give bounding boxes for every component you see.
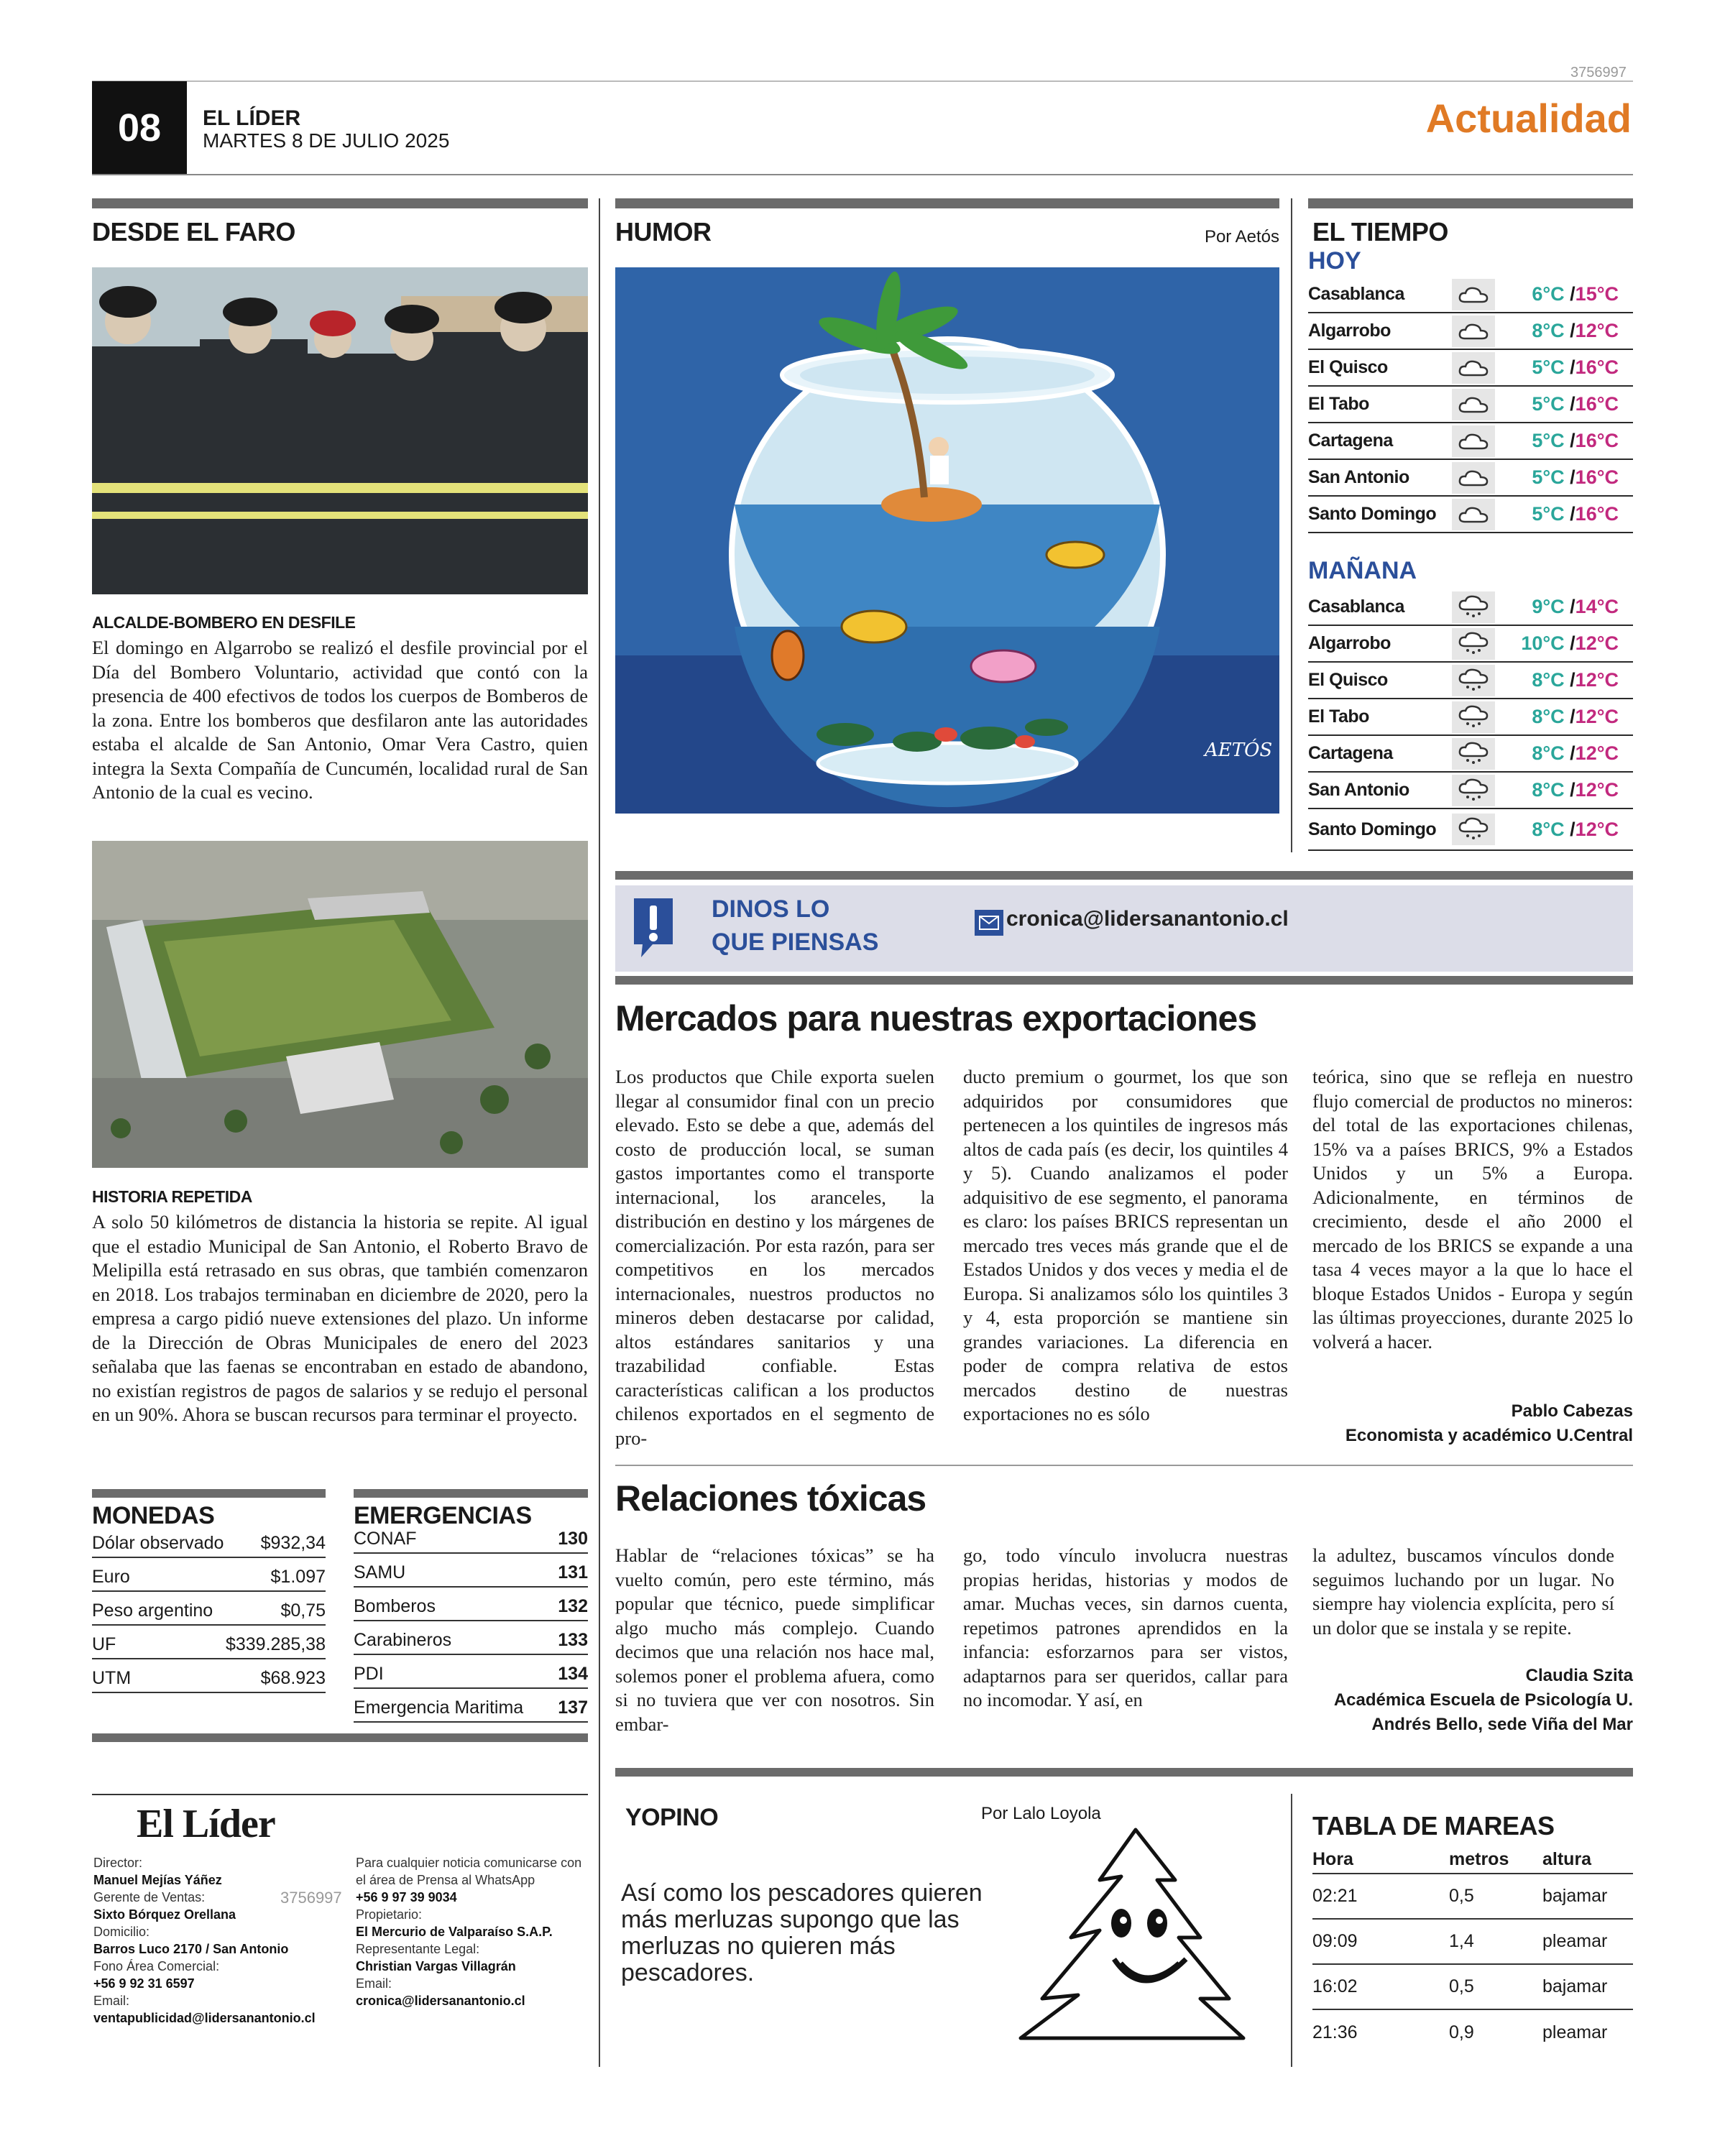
emergency-row <box>354 1554 588 1588</box>
temp-max: 16°C <box>1575 430 1619 451</box>
emergency-number: 137 <box>558 1697 588 1718</box>
weather-temp: 5°C /16°C <box>1532 393 1619 415</box>
yopino-text: Así como los pescadores quieren más merluzas supongo que las merluzas no quieren más pescadores. <box>621 1879 983 1986</box>
legal-name: Christian Vargas Villagrán <box>356 1959 516 1973</box>
emergency-number: 130 <box>558 1529 588 1549</box>
tide-row <box>1312 1874 1633 1920</box>
email-label: Email: <box>93 1994 130 2008</box>
currency-value: $339.285,38 <box>225 1634 326 1654</box>
temp-max: 16°C <box>1575 393 1619 415</box>
temp-min: 5°C <box>1532 466 1565 488</box>
weather-city: Algarrobo <box>1308 633 1391 653</box>
masthead-right <box>356 1854 586 2009</box>
temp-max: 12°C <box>1575 779 1619 801</box>
temp-min: 5°C <box>1532 430 1565 451</box>
weather-city: Santo Domingo <box>1308 819 1437 839</box>
tide-row <box>1312 1920 1633 1965</box>
emergencias-box <box>354 1502 588 1723</box>
monedas-box <box>92 1502 326 1693</box>
email2-label: Email: <box>356 1976 392 1991</box>
emergency-label: PDI <box>354 1664 384 1684</box>
emergency-row <box>354 1655 588 1689</box>
weather-temp: 6°C /15°C <box>1532 283 1619 305</box>
tide-time: 21:36 <box>1312 2022 1358 2042</box>
weather-city: El Quisco <box>1308 670 1388 690</box>
weather-temp: 8°C /12°C <box>1532 779 1619 801</box>
tide-height: pleamar <box>1542 1931 1608 1951</box>
weather-tomorrow-list <box>1308 589 1633 851</box>
article1-col2: ducto premium o gourmet, los que son adquiridos por consumidores que pertenecen a los quintiles de ingresos más altos de cada país (es decir, los quintiles 4 y 5). Cuando analizamos el poder adquisitivo de ese segmento, el panorama es claro: los países BRICS representan un mercado tres veces más grande que el de Estados Unidos y dos veces y media el de Europa. Si analizamos sólo los quintiles 3 y 4, esta proporción se mantiene sin grandes variaciones. La diferencia en poder de compra relativa de estos mercados destino de nuestras exportaciones no es sólo <box>963 1066 1288 1424</box>
weather-title: EL TIEMPO <box>1312 217 1448 247</box>
weather-city: Algarrobo <box>1308 321 1391 341</box>
emergency-row <box>354 1689 588 1723</box>
temp-max: 12°C <box>1575 818 1619 840</box>
weather-city: Casablanca <box>1308 284 1404 304</box>
pine-tree-drawing <box>1013 1823 1251 2056</box>
weather-row <box>1308 809 1633 851</box>
tide-meters: 0,5 <box>1449 1886 1474 1906</box>
currency-value: $0,75 <box>280 1600 326 1621</box>
story2-headline: HISTORIA REPETIDA <box>92 1187 252 1206</box>
emergency-number: 131 <box>558 1562 588 1583</box>
column-divider-left <box>599 198 600 2067</box>
director-name: Manuel Mejías Yáñez <box>93 1873 222 1887</box>
cloud-icon <box>1452 499 1495 530</box>
firefighters-photo <box>92 267 588 594</box>
currency-label: UTM <box>92 1668 132 1688</box>
issue-date: MARTES 8 DE JULIO 2025 <box>203 129 450 152</box>
tide-time: 16:02 <box>1312 1976 1358 1996</box>
temp-min: 8°C <box>1532 818 1565 840</box>
rain-cloud-icon <box>1452 775 1495 806</box>
header-bottom-rule <box>92 174 1633 175</box>
weather-row <box>1308 626 1633 663</box>
weather-city: San Antonio <box>1308 780 1409 800</box>
weather-today-label: HOY <box>1308 247 1361 275</box>
tide-time: 02:21 <box>1312 1886 1358 1906</box>
emergency-label: CONAF <box>354 1529 417 1549</box>
article2-author: Claudia Szita <box>1525 1666 1633 1685</box>
weather-row <box>1308 277 1633 313</box>
weather-temp: 8°C /12°C <box>1532 742 1619 764</box>
weather-temp: 10°C /12°C <box>1521 632 1619 654</box>
currency-value: $68.923 <box>260 1668 326 1688</box>
weather-top-bar <box>1308 198 1633 208</box>
monedas-title: MONEDAS <box>92 1502 215 1529</box>
page-code: 3756997 <box>1570 65 1627 80</box>
masthead-left <box>93 1854 323 2027</box>
cloud-icon <box>1452 389 1495 420</box>
currency-label: Peso argentino <box>92 1600 213 1621</box>
tide-row <box>1312 1965 1633 2010</box>
tide-time: 09:09 <box>1312 1931 1358 1951</box>
tide-height: pleamar <box>1542 2022 1608 2042</box>
masthead-logo: El Líder <box>137 1802 275 1846</box>
paper-name: EL LÍDER <box>203 106 301 130</box>
email2-link[interactable]: cronica@lidersanantonio.cl <box>356 1994 525 2008</box>
tides-col-altura: altura <box>1542 1848 1592 1869</box>
temp-max: 12°C <box>1575 632 1619 654</box>
article2-author-role1: Académica Escuela de Psicología U. <box>1333 1690 1633 1710</box>
article2-author-role2: Andrés Bello, sede Viña del Mar <box>1371 1715 1633 1734</box>
emergency-row <box>354 1588 588 1621</box>
owner-name: El Mercurio de Valparaíso S.A.P. <box>356 1925 553 1939</box>
weather-row <box>1308 387 1633 423</box>
temp-min: 5°C <box>1532 393 1565 415</box>
story1-headline: ALCALDE-BOMBERO EN DESFILE <box>92 613 356 632</box>
masthead-rule <box>92 1794 588 1795</box>
article1-col1: Los productos que Chile exporta suelen llegar al consumidor final con un precio elevado. Esto se debe a que, además del costo de producción local, se suman gastos importantes como el transporte internacional, los aranceles, la distribución en destino y los márgenes de comercialización. Por esta razón, para ser competitivos en los mercados internacionales, nuestros productos no mineros deben destacarse por calidad, altos estándares sanitarios y una trazabilidad confiable. Estas características califican a los productos chilenos exportados en el segmento de pro- <box>615 1066 934 1449</box>
article1-title: Mercados para nuestras exportaciones <box>615 998 1257 1038</box>
whatsapp-text: Para cualquier noticia comunicarse con el área de Prensa al WhatsApp <box>356 1856 582 1887</box>
temp-max: 16°C <box>1575 466 1619 488</box>
weather-temp: 5°C /16°C <box>1532 466 1619 488</box>
currency-label: UF <box>92 1634 116 1654</box>
monedas-top-bar <box>92 1489 326 1498</box>
currency-value: $1.097 <box>270 1567 326 1587</box>
rain-cloud-icon <box>1452 738 1495 770</box>
weather-city: Casablanca <box>1308 596 1404 617</box>
masthead-code: 3756997 <box>280 1889 342 1907</box>
temp-min: 5°C <box>1532 356 1565 378</box>
yopino-divider <box>1291 1794 1292 2067</box>
article1-author: Pablo Cabezas <box>1511 1401 1633 1421</box>
currency-row <box>92 1558 326 1592</box>
temp-max: 16°C <box>1575 503 1619 525</box>
weather-row <box>1308 350 1633 387</box>
section-title: Actualidad <box>1425 96 1632 141</box>
faro-title: DESDE EL FARO <box>92 217 295 247</box>
feedback-line2: QUE PIENSAS <box>712 929 879 956</box>
emergencias-title: EMERGENCIAS <box>354 1502 532 1529</box>
rain-cloud-icon <box>1452 701 1495 733</box>
article2-title: Relaciones tóxicas <box>615 1478 926 1519</box>
weather-temp: 8°C /12°C <box>1532 320 1619 341</box>
weather-row <box>1308 423 1633 460</box>
emergency-number: 132 <box>558 1596 588 1616</box>
emergency-label: Emergencia Maritima <box>354 1697 524 1718</box>
weather-temp: 8°C /12°C <box>1532 818 1619 840</box>
humor-top-bar <box>615 198 1279 208</box>
article1-author-role: Economista y académico U.Central <box>1345 1426 1633 1445</box>
weather-city: El Quisco <box>1308 357 1388 377</box>
director-label: Director: <box>93 1856 143 1870</box>
currency-row <box>92 1529 326 1558</box>
temp-max: 14°C <box>1575 596 1619 617</box>
cloud-icon <box>1452 462 1495 494</box>
fishbowl-cartoon <box>615 267 1279 814</box>
weather-temp: 5°C /16°C <box>1532 356 1619 378</box>
temp-min: 9°C <box>1532 596 1565 617</box>
cloud-icon <box>1452 315 1495 347</box>
temp-max: 16°C <box>1575 356 1619 378</box>
tide-meters: 0,5 <box>1449 1976 1474 1996</box>
emergency-label: Bomberos <box>354 1596 436 1616</box>
feedback-email[interactable]: cronica@lidersanantonio.cl <box>1006 907 1289 931</box>
temp-max: 12°C <box>1575 742 1619 764</box>
article1-col3: teórica, sino que se refleja en nuestro flujo comercial de productos no mineros: del total de las exportaciones chilenas, 15% va a países BRICS, 9% a Estados Unidos y un 5% a Europa. Adicionalmente, en términos de crecimiento, desde el año 2000 el mercado de los BRICS se expande a una tasa 4 veces mayor a la que lo hace el bloque Estados Unidos - Europa y según las últimas proyecciones, durante 2025 lo volverá a hacer. <box>1312 1066 1633 1353</box>
weather-temp: 8°C /12°C <box>1532 706 1619 727</box>
temp-max: 15°C <box>1575 283 1619 305</box>
email-link[interactable]: ventapublicidad@lidersanantonio.cl <box>93 2011 316 2025</box>
temp-min: 8°C <box>1532 669 1565 691</box>
currency-row <box>92 1626 326 1659</box>
article2-col1: Hablar de “relaciones tóxicas” se ha vuelto común, pero este término, más popular que técnico, puede simplificar algo mucho más complejo. Cuando decimos que una relación nos hace mal, solemos poner el problema afuera, como si no tuviera que ver con nosotros. Sin embar- <box>615 1544 934 1735</box>
tides-col-hora: Hora <box>1312 1848 1353 1869</box>
feedback-top-bar <box>615 871 1633 880</box>
cloud-icon <box>1452 352 1495 384</box>
tides-col-metros: metros <box>1449 1848 1509 1869</box>
whatsapp-number[interactable]: +56 9 97 39 9034 <box>356 1890 457 1904</box>
column-divider-right <box>1291 198 1292 852</box>
story2-body: A solo 50 kilómetros de distancia la historia se repite. Al igual que el estadio Municipal de San Antonio, el Roberto Bravo de Melipilla está retrasado en sus obras, que también comenzaron en 2018. Los trabajos terminaban en diciembre de 2020, pero la empresa a cargo pidió nueve extensiones del plazo. Un informe de la Dirección de Obras Municipales de enero del 2023 señalaba que las faenas se encontraban en estado de abandono, no existían registros de pagos de salarios y se redujo el personal en un 90%. Ahora se buscan recursos para terminar el proyecto. <box>92 1211 588 1425</box>
phone-label: Fono Área Comercial: <box>93 1959 220 1973</box>
weather-row <box>1308 736 1633 773</box>
cloud-icon <box>1452 279 1495 310</box>
emergency-row <box>354 1621 588 1655</box>
rain-cloud-icon <box>1452 665 1495 696</box>
currency-row <box>92 1659 326 1693</box>
weather-row <box>1308 589 1633 626</box>
header-top-rule <box>92 80 1633 82</box>
humor-title: HUMOR <box>615 217 712 247</box>
tide-meters: 1,4 <box>1449 1931 1474 1951</box>
story1-body: El domingo en Algarrobo se realizó el desfile provincial por el Día del Bombero Voluntario, actividad que contó con la presencia de 400 efectivos de todos los cuerpos de Bomberos de la zona. Entre los bomberos que desfilaron ante las autoridades estaba el alcalde de San Antonio, Omar Vera Castro, quien integra la Sexta Compañía de Cuncumén, localidad rural de San Antonio de la cual es vecino. <box>92 637 588 803</box>
stadium-photo <box>92 841 588 1168</box>
tide-meters: 0,9 <box>1449 2022 1474 2042</box>
temp-min: 10°C <box>1521 632 1565 654</box>
rain-cloud-icon <box>1452 814 1495 845</box>
cloud-icon <box>1452 425 1495 457</box>
emergency-number: 133 <box>558 1630 588 1650</box>
weather-temp: 9°C /14°C <box>1532 596 1619 617</box>
temp-max: 12°C <box>1575 320 1619 341</box>
exclamation-icon <box>631 895 676 956</box>
article2-col3: la adultez, buscamos vínculos donde seguimos luchando por un lugar. No siempre hay violencia explícita, pero sí un dolor que se instala y se repite. <box>1312 1544 1614 1639</box>
rain-cloud-icon <box>1452 591 1495 623</box>
temp-min: 5°C <box>1532 503 1565 525</box>
email-icon <box>975 910 1003 936</box>
weather-city: Cartagena <box>1308 743 1393 763</box>
page-number: 08 <box>117 106 162 149</box>
weather-row <box>1308 699 1633 736</box>
currency-label: Euro <box>92 1567 130 1587</box>
weather-tomorrow-label: MAÑANA <box>1308 557 1417 584</box>
emergency-label: Carabineros <box>354 1630 452 1650</box>
tide-height: bajamar <box>1542 1976 1608 1996</box>
yopino-title: YOPINO <box>625 1804 719 1831</box>
weather-row <box>1308 313 1633 350</box>
weather-city: Cartagena <box>1308 430 1393 451</box>
faro-top-bar <box>92 198 588 208</box>
weather-city: El Tabo <box>1308 394 1369 414</box>
weather-city: Santo Domingo <box>1308 504 1437 524</box>
address-value: Barros Luco 2170 / San Antonio <box>93 1942 289 1956</box>
yopino-top-bar <box>615 1768 1633 1777</box>
emergency-row <box>354 1529 588 1554</box>
humor-byline: Por Aetós <box>1204 227 1279 247</box>
weather-today-list <box>1308 277 1633 533</box>
article2-col2: go, todo vínculo involucra nuestras propias heridas, historias y modos de amar. Muchas veces, sin darnos cuenta, repetimos patrones aprendidos en la infancia: esforzarnos para ser vistos, adaptarnos para ser queridos, callar para no incomodar. Y así, en <box>963 1544 1288 1710</box>
emergencias-top-bar <box>354 1489 588 1498</box>
currency-value: $932,34 <box>260 1533 326 1553</box>
legal-label: Representante Legal: <box>356 1942 480 1956</box>
currency-label: Dólar observado <box>92 1533 224 1553</box>
tides-table <box>1312 1846 1633 2055</box>
weather-row <box>1308 773 1633 809</box>
temp-min: 8°C <box>1532 742 1565 764</box>
weather-city: San Antonio <box>1308 467 1409 487</box>
owner-label: Propietario: <box>356 1907 423 1922</box>
temp-min: 6°C <box>1532 283 1565 305</box>
sales-label: Gerente de Ventas: <box>93 1890 206 1904</box>
feedback-bottom-bar <box>615 976 1633 985</box>
feedback-banner <box>615 885 1633 972</box>
weather-city: El Tabo <box>1308 706 1369 727</box>
weather-temp: 5°C /16°C <box>1532 430 1619 451</box>
feedback-line1: DINOS LO <box>712 895 830 923</box>
yopino-byline: Por Lalo Loyola <box>981 1804 1101 1823</box>
weather-row <box>1308 460 1633 497</box>
tides-title: TABLA DE MAREAS <box>1312 1811 1555 1841</box>
temp-min: 8°C <box>1532 706 1565 727</box>
article2-rule <box>615 1465 1633 1466</box>
phone-value: +56 9 92 31 6597 <box>93 1976 195 1991</box>
temp-min: 8°C <box>1532 779 1565 801</box>
weather-temp: 5°C /16°C <box>1532 503 1619 525</box>
weather-temp: 8°C /12°C <box>1532 669 1619 691</box>
emergency-label: SAMU <box>354 1562 406 1583</box>
weather-row <box>1308 663 1633 699</box>
weather-row <box>1308 497 1633 533</box>
currency-row <box>92 1592 326 1626</box>
tide-row <box>1312 2010 1633 2055</box>
lists-bottom-bar <box>92 1733 588 1742</box>
tides-header-row <box>1312 1846 1633 1874</box>
emergency-number: 134 <box>558 1664 588 1684</box>
address-label: Domicilio: <box>93 1925 150 1939</box>
cartoon-signature: AETÓS <box>1205 740 1273 761</box>
rain-cloud-icon <box>1452 628 1495 660</box>
temp-max: 12°C <box>1575 706 1619 727</box>
page-number-box <box>92 81 187 175</box>
temp-min: 8°C <box>1532 320 1565 341</box>
temp-max: 12°C <box>1575 669 1619 691</box>
sales-name: Sixto Bórquez Orellana <box>93 1907 236 1922</box>
tide-height: bajamar <box>1542 1886 1608 1906</box>
